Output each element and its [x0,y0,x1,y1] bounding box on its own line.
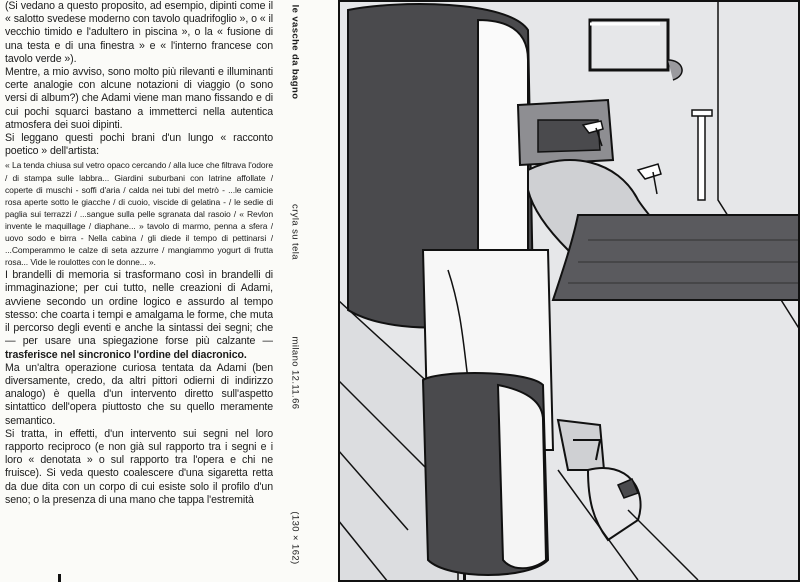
paragraph-5: Ma un'altra operazione curiosa tentata da Adami (ben diversamente, credo, da altri pittori odierni di indirizzo analogo) è quella d'un intervento diretto sull'aspetto sintattico dell'opera piuttosto che su quello meramente semantico. [5,361,273,427]
paragraph-4-text: I brandelli di memoria si trasformano così in brandelli di immaginazione; per cui tutto, nelle creazioni di Adami, avviene secondo un ordine logico e assurdo al tempo stesso: che coarta i tempi e amalgama le forme, che muta il percorso degli eventi e anche la sintassi dei segni; che — per usare una spiegazione forse più calzante — [5,269,273,348]
paragraph-6: Si tratta, in effetti, d'un intervento sui segni nel loro rapporto reciproco (e non già sul rapporto tra i segni e i loro « denotata » o sul rapporto tra l'opera e chi ne fruisce). Si veda questo coalescere d'una sigaretta retta da due dita con un corpo di cui esiste solo il profilo d'un seno; o la presenza di una mano che tappa l'estremità [5,427,273,506]
caption-title: le vasche da bagno [289,4,301,100]
text-column [5,0,273,582]
pipe [698,115,705,200]
caption-size: (130 × 162) [289,511,301,565]
paragraph-3: Si leggano questi pochi brani d'un lungo « racconto poetico » dell'artista: [5,132,273,158]
paragraph-2: Mentre, a mio avviso, sono molto più rilevanti e illuminanti certe analogie con alcune notazioni di viaggio (o sono versi di album?) che Adami viene man mano fissando e di cui pochi squarci bastano a immetterci nella autentica atmosfera dei suoi dipinti. [5,66,273,131]
poetic-quote: « La tenda chiusa sul vetro opaco cercando / alla luce che filtrava l'odore / di stampa sulle labbra... Giardini suburbani con latrine affollate / coperte di muschi - soffi d'aria / calda nei tubi del metrò - ...le camicie rosa aperte sotto le giacche / di cuoio, viscide di gelatina - / le sedie di paglia sui terrazzi / ...sangue sulla pelle sgranata dal rasoio / « Revlon invente le maquillage / diaphane... » tavolo di marmo, penna a sfera / uovo sodo e birra - Nella cabina / gli diede il tempo di pettinarsi / ...Comperammo le calze di seta azzurre / mangiammo yogurt di frutta rosa... Vide le roulottes con le donne... ». [5,160,273,268]
print-mark-left [58,574,61,582]
shelf [553,215,800,300]
paragraph-4 [5,269,273,361]
paragraph-4-emphasis: trasferisce nel sincronico l'ordine del diacronico. [5,348,247,361]
caption-place-date: milano 12.11.66 [289,336,301,410]
artwork-illustration [338,0,800,582]
caption-medium: cryla su tela [289,204,301,260]
print-mark-right [463,574,466,582]
paragraph-1: (Si vedano a questo proposito, ad esempio, dipinti come il « salotto svedese moderno con tavolo quadrifoglio », o « il vecchio timido e l'adultero in piscina », o la « fusione di una testa e di una finestra » e « l'interno francese con tavolo verde »). [5,0,273,65]
